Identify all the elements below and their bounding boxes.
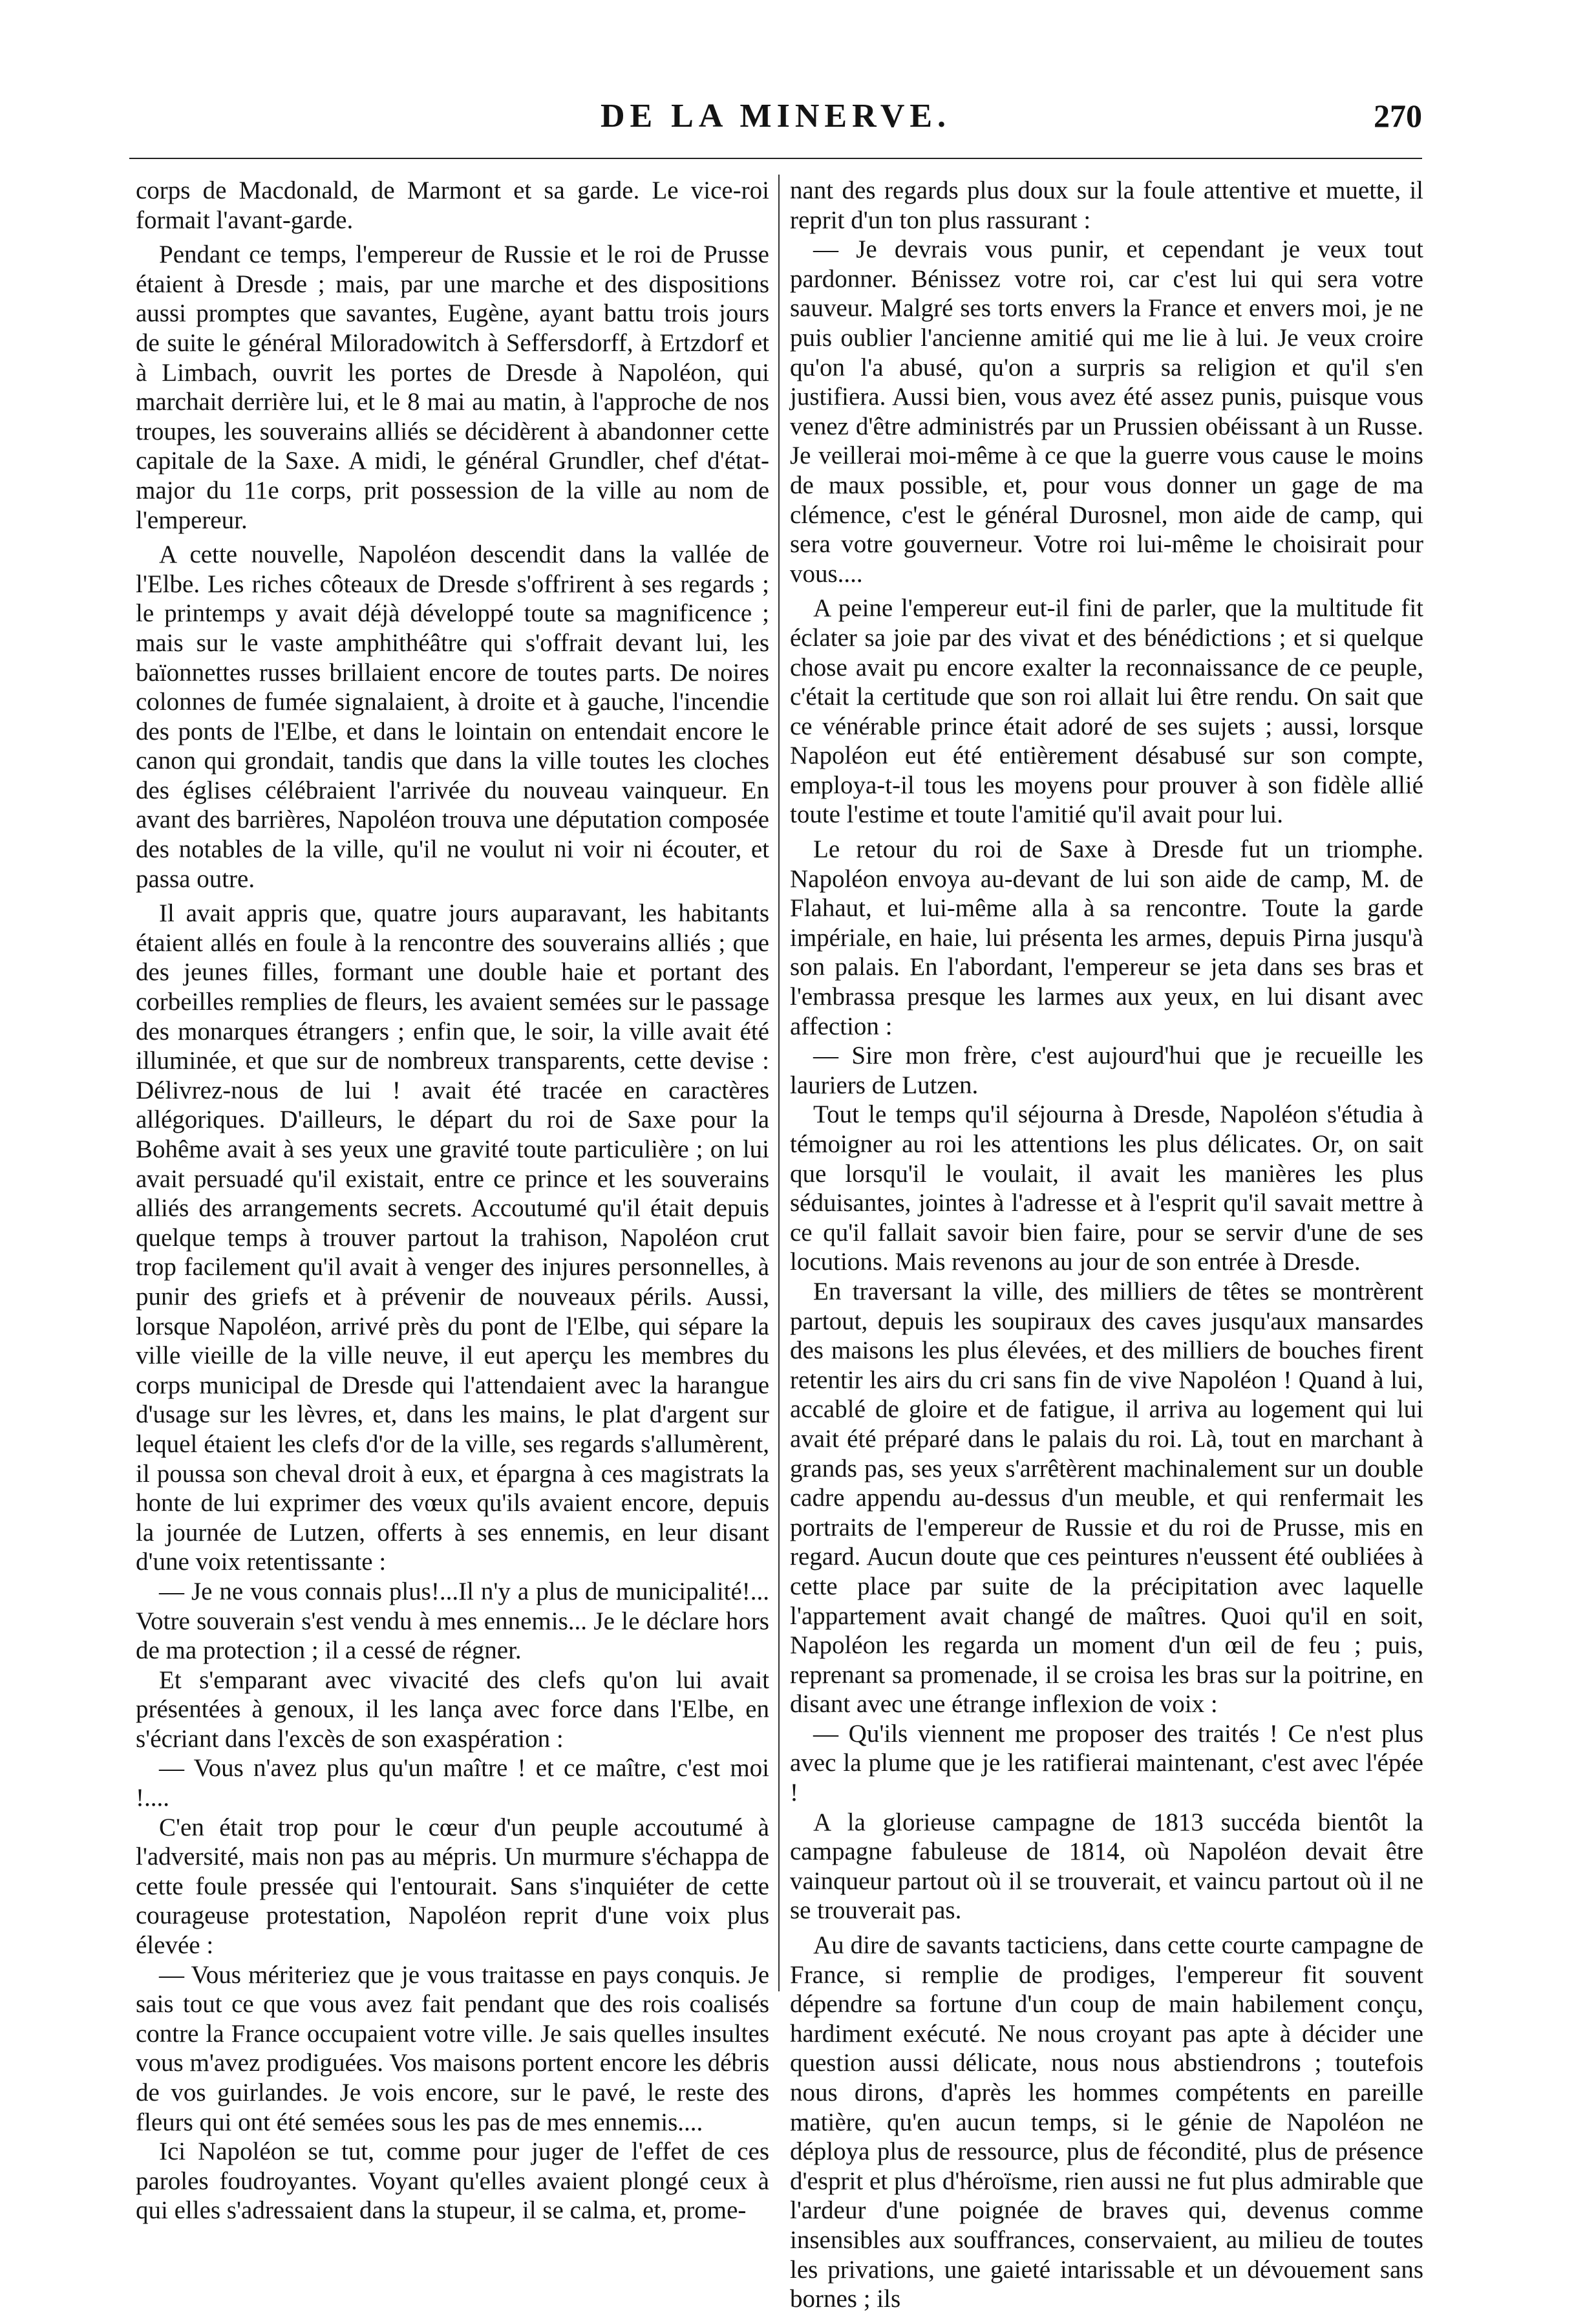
paragraph: A peine l'empereur eut-il fini de parler, que la multitude fit éclater sa joie par des vivat et des bénédictions ; et si quelque chose avait pu encore exalter la reconnaissance de ce peuple, c'était la certitude que son roi allait lui être rendu. On sait que ce vénérable prince était adoré de ses sujets ; aussi, lorsque Napoléon eut été entièrement désabusé sur son compte, employa-t-il tous les moyens pour prouver à son fidèle allié toute l'estime et toute l'amitié qu'il avait pour lui. <box>790 594 1423 829</box>
header-rule <box>129 158 1422 159</box>
paragraph: nant des regards plus doux sur la foule attentive et muette, il reprit d'un ton plus rassurant : <box>790 177 1423 234</box>
paragraph: — Je devrais vous punir, et cependant je veux tout pardonner. Bénissez votre roi, car c'est lui qui sera votre sauveur. Malgré ses torts envers la France et envers moi, je ne puis oublier l'ancienne amitié qui me lie à lui. Je veux croire qu'on l'a abusé, qu'on a surpris sa religion et qu'il s'en justifiera. Aussi bien, vous avez été assez punis, puisque vous venez d'être administrés par un Prussien obéissant à un Russe. Je veillerai moi-même à ce que la guerre vous cause le moins de maux possible, et, pour vous donner un gage de ma clémence, c'est le général Durosnel, mon aide de camp, qui sera votre gouverneur. Votre roi lui-même le choisirait pour vous.... <box>790 235 1423 588</box>
paragraph: — Sire mon frère, c'est aujourd'hui que je recueille les lauriers de Lutzen. <box>790 1042 1423 1099</box>
paragraph: Au dire de savants tacticiens, dans cette courte campagne de France, si remplie de prodiges, l'empereur fit souvent dépendre sa fortune d'un coup de main habilement conçu, hardiment exécuté. Ne nous croyant pas apte à décider une question aussi délicate, nous nous abstiendrons ; toutefois nous dirons, d'après les hommes compétents en pareille matière, qu'en aucun temps, si le génie de Napoléon ne déploya plus de ressource, plus de fécondité, plus de présence d'esprit et plus d'héroïsme, rien aussi ne fut plus admirable que l'ardeur d'une poignée de braves qui, devenus comme insensibles aux souffrances, conservaient, au milieu de toutes les privations, une gaieté intarissable et un dévouement sans bornes ; ils <box>790 1931 1423 2313</box>
paragraph: Et s'emparant avec vivacité des clefs qu'on lui avait présentées à genoux, il les lança avec force dans l'Elbe, en s'écriant dans l'excès de son exaspération : <box>136 1666 769 1753</box>
paragraph: En traversant la ville, des milliers de têtes se montrèrent partout, depuis les soupiraux des caves jusqu'aux mansardes des maisons les plus élevées, et des milliers de bouches firent retentir les airs du cri sans fin de vive Napoléon ! Quand à lui, accablé de gloire et de fatigue, il arriva au logement qui lui avait été préparé dans le palais du roi. Là, tout en marchant à grands pas, ses yeux s'arrêtèrent machinalement sur un double cadre appendu au-dessus d'un meuble, et qui renfermait les portraits de l'empereur de Russie et du roi de Prusse, mis en regard. Aucun doute que ces peintures n'eussent été oubliées à cette place par suite de la précipitation avec laquelle l'appartement avait changé de maîtres. Quoi qu'il en soit, Napoléon les regarda un moment d'un œil de feu ; puis, reprenant sa promenade, il se croisa les bras sur la poitrine, en disant avec une étrange inflexion de voix : <box>790 1277 1423 1719</box>
paragraph: Pendant ce temps, l'empereur de Russie et le roi de Prusse étaient à Dresde ; mais, par une marche et des dispositions aussi promptes que savantes, Eugène, ayant battu trois jours de suite le général Miloradowitch à Seffersdorff, à Ertzdorf et à Limbach, ouvrit les portes de Dresde à Napoléon, qui marchait derrière lui, et le 8 mai au matin, à l'approche de nos troupes, les souverains alliés se décidèrent à abandonner cette capitale de la Saxe. A midi, le général Grundler, chef d'état-major du 11e corps, prit possession de la ville au nom de l'empereur. <box>136 241 769 534</box>
paragraph: — Je ne vous connais plus!...Il n'y a plus de municipalité!... Votre souverain s'est vendu à mes ennemis... Je le déclare hors de ma protection ; il a cessé de régner. <box>136 1577 769 1665</box>
page-number: 270 <box>1374 98 1422 134</box>
left-column <box>136 176 769 2225</box>
paragraph: corps de Macdonald, de Marmont et sa garde. Le vice-roi formait l'avant-garde. <box>136 177 769 234</box>
paragraph: A cette nouvelle, Napoléon descendit dans la vallée de l'Elbe. Les riches côteaux de Dresde s'offrirent à ses regards ; le printemps y avait déjà développé toute sa magnificence ; mais sur le vaste amphithéâtre qui s'offrait devant lui, les baïonnettes russes brillaient encore de toutes parts. De noires colonnes de fumée signalaient, à droite et à gauche, l'incendie des ponts de l'Elbe, et dans le lointain on entendait encore le canon qui grondait, tandis que dans la ville toutes les cloches des églises célébraient l'arrivée du nouveau vainqueur. En avant des barrières, Napoléon trouva une députation composée des notables de la ville, qu'il ne voulut ni voir ni écouter, et passa outre. <box>136 541 769 893</box>
paragraph: — Vous n'avez plus qu'un maître ! et ce maître, c'est moi !.... <box>136 1754 769 1812</box>
right-column <box>790 176 1423 2314</box>
paragraph: — Qu'ils viennent me proposer des traités ! Ce n'est plus avec la plume que je les ratifierai maintenant, c'est avec l'épée ! <box>790 1719 1423 1807</box>
paragraph: C'en était trop pour le cœur d'un peuple accoutumé à l'adversité, mais non pas au mépris. Un murmure s'échappa de cette foule pressée qui l'entourait. Sans s'inquiéter de cette courageuse protestation, Napoléon reprit d'une voix plus élevée : <box>136 1813 769 1960</box>
paragraph: Tout le temps qu'il séjourna à Dresde, Napoléon s'étudia à témoigner au roi les attentions les plus délicates. Or, on sait que lorsqu'il le voulait, il avait les manières les plus séduisantes, jointes à l'adresse et à l'esprit qu'il savait mettre à ce qu'il fallait savoir bien faire, pour se servir d'une de ses locutions. Mais revenons au jour de son entrée à Dresde. <box>790 1100 1423 1276</box>
paragraph: — Vous mériteriez que je vous traitasse en pays conquis. Je sais tout ce que vous avez fait pendant que des rois coalisés contre la France occupaient votre ville. Je sais quelles insultes vous m'avez prodiguées. Vos maisons portent encore les débris de vos guirlandes. Je vois encore, sur le pavé, le reste des fleurs qui ont été semées sous les pas de mes ennemis.... <box>136 1960 769 2136</box>
column-divider <box>778 175 780 1991</box>
running-title: DE LA MINERVE. <box>600 98 952 134</box>
paragraph: A la glorieuse campagne de 1813 succéda bientôt la campagne fabuleuse de 1814, où Napoléon devait être vainqueur partout où il se trouverait, et vaincu partout où il ne se trouverait pas. <box>790 1808 1423 1925</box>
paragraph: Il avait appris que, quatre jours auparavant, les habitants étaient allés en foule à la rencontre des souverains alliés ; que des jeunes filles, formant une double haie et portant des corbeilles remplies de fleurs, les avaient semées sur le passage des monarques étrangers ; enfin que, le soir, la ville avait été illuminée, et que sur de nombreux transparents, cette devise : Délivrez-nous de lui ! avait été tracée en caractères allégoriques. D'ailleurs, le départ du roi de Saxe pour la Bohême avait à ses yeux une gravité toute particulière ; on lui avait persuadé qu'il existait, entre ce prince et les souverains alliés des arrangements secrets. Accoutumé qu'il était depuis quelque temps à trouver partout la trahison, Napoléon crut trop facilement qu'il avait à venger des injures personnelles, à punir des griefs et à prévenir de nouveaux périls. Aussi, lorsque Napoléon, arrivé près du pont de l'Elbe, qui sépare la ville vieille de la ville neuve, il eut aperçu les membres du corps municipal de Dresde qui l'attendaient avec la harangue d'usage sur les lèvres, et, dans les mains, le plat d'argent sur lequel étaient les clefs d'or de la ville, ses regards s'allumèrent, il poussa son cheval droit à eux, et épargna à ces magistrats la honte de lui exprimer des vœux qu'ils avaient encore, depuis la journée de Lutzen, offerts à ses ennemis, en leur disant d'une voix retentissante : <box>136 899 769 1576</box>
paragraph: Ici Napoléon se tut, comme pour juger de l'effet de ces paroles foudroyantes. Voyant qu'elles avaient plongé ceux à qui elles s'adressaient dans la stupeur, il se calma, et, prome- <box>136 2137 769 2225</box>
page-header <box>129 97 1422 149</box>
paragraph: Le retour du roi de Saxe à Dresde fut un triomphe. Napoléon envoya au-devant de lui son aide de camp, M. de Flahaut, et lui-même alla à sa rencontre. Toute la garde impériale, en haie, lui présenta les armes, depuis Pirna jusqu'à son palais. En l'abordant, l'empereur se jeta dans ses bras et l'embrassa presque les larmes aux yeux, en lui disant avec affection : <box>790 835 1423 1040</box>
